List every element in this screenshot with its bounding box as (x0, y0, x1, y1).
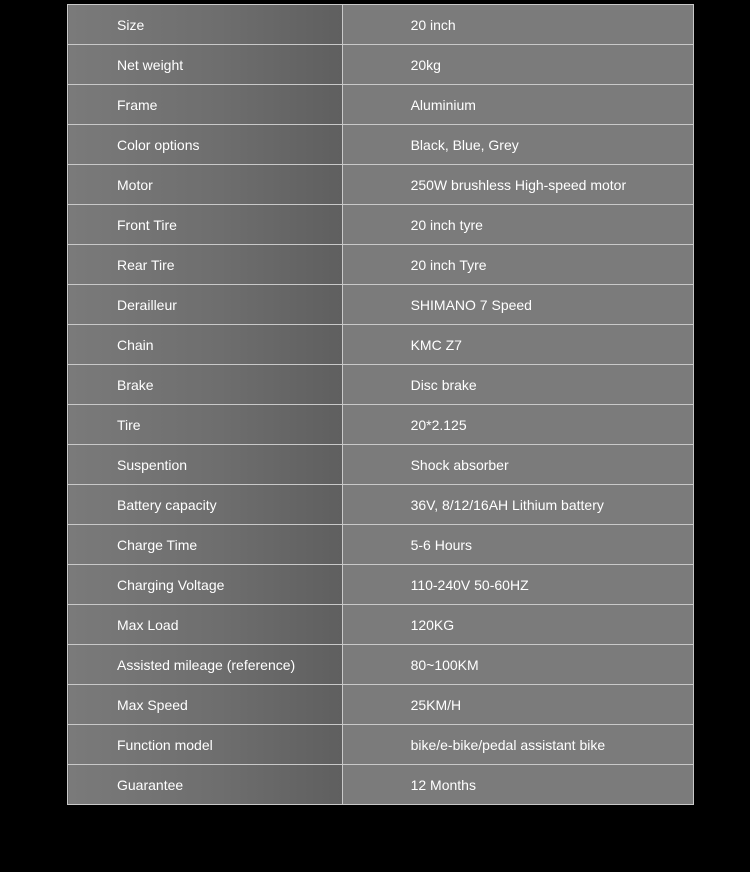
spec-value: 20 inch Tyre (342, 245, 693, 285)
spec-row-brake (68, 365, 694, 405)
spec-row-function-model (68, 725, 694, 765)
spec-row-assisted-mileage (68, 645, 694, 685)
spec-row-size (68, 5, 694, 45)
spec-label: Color options (68, 125, 343, 165)
spec-row-suspention (68, 445, 694, 485)
spec-label: Charging Voltage (68, 565, 343, 605)
spec-value: 120KG (342, 605, 693, 645)
spec-label: Guarantee (68, 765, 343, 805)
spec-value: Shock absorber (342, 445, 693, 485)
spec-label: Chain (68, 325, 343, 365)
spec-label: Function model (68, 725, 343, 765)
spec-label: Derailleur (68, 285, 343, 325)
spec-value: Aluminium (342, 85, 693, 125)
spec-label: Assisted mileage (reference) (68, 645, 343, 685)
spec-label: Battery capacity (68, 485, 343, 525)
spec-row-battery-capacity (68, 485, 694, 525)
spec-row-chain (68, 325, 694, 365)
spec-row-guarantee (68, 765, 694, 805)
spec-row-max-load (68, 605, 694, 645)
spec-value: 20 inch tyre (342, 205, 693, 245)
spec-label: Brake (68, 365, 343, 405)
spec-row-frame (68, 85, 694, 125)
spec-label: Motor (68, 165, 343, 205)
spec-row-motor (68, 165, 694, 205)
spec-label: Front Tire (68, 205, 343, 245)
spec-label: Max Load (68, 605, 343, 645)
spec-row-derailleur (68, 285, 694, 325)
spec-label: Rear Tire (68, 245, 343, 285)
spec-value: 80~100KM (342, 645, 693, 685)
spec-value: 20*2.125 (342, 405, 693, 445)
spec-label: Frame (68, 85, 343, 125)
spec-row-charge-time (68, 525, 694, 565)
spec-row-rear-tire (68, 245, 694, 285)
spec-label: Net weight (68, 45, 343, 85)
spec-label: Max Speed (68, 685, 343, 725)
spec-value: 110-240V 50-60HZ (342, 565, 693, 605)
spec-row-color-options (68, 125, 694, 165)
spec-value: SHIMANO 7 Speed (342, 285, 693, 325)
spec-value: KMC Z7 (342, 325, 693, 365)
spec-value: 250W brushless High-speed motor (342, 165, 693, 205)
spec-value: 20kg (342, 45, 693, 85)
spec-label: Size (68, 5, 343, 45)
spec-label: Suspention (68, 445, 343, 485)
spec-label: Tire (68, 405, 343, 445)
spec-row-net-weight (68, 45, 694, 85)
spec-label: Charge Time (68, 525, 343, 565)
spec-value: Black, Blue, Grey (342, 125, 693, 165)
spec-table (67, 4, 694, 805)
spec-row-charging-voltage (68, 565, 694, 605)
spec-row-tire (68, 405, 694, 445)
spec-value: 36V, 8/12/16AH Lithium battery (342, 485, 693, 525)
spec-value: 5-6 Hours (342, 525, 693, 565)
spec-value: bike/e-bike/pedal assistant bike (342, 725, 693, 765)
spec-value: 12 Months (342, 765, 693, 805)
spec-value: 25KM/H (342, 685, 693, 725)
spec-row-max-speed (68, 685, 694, 725)
spec-value: 20 inch (342, 5, 693, 45)
spec-value: Disc brake (342, 365, 693, 405)
spec-row-front-tire (68, 205, 694, 245)
